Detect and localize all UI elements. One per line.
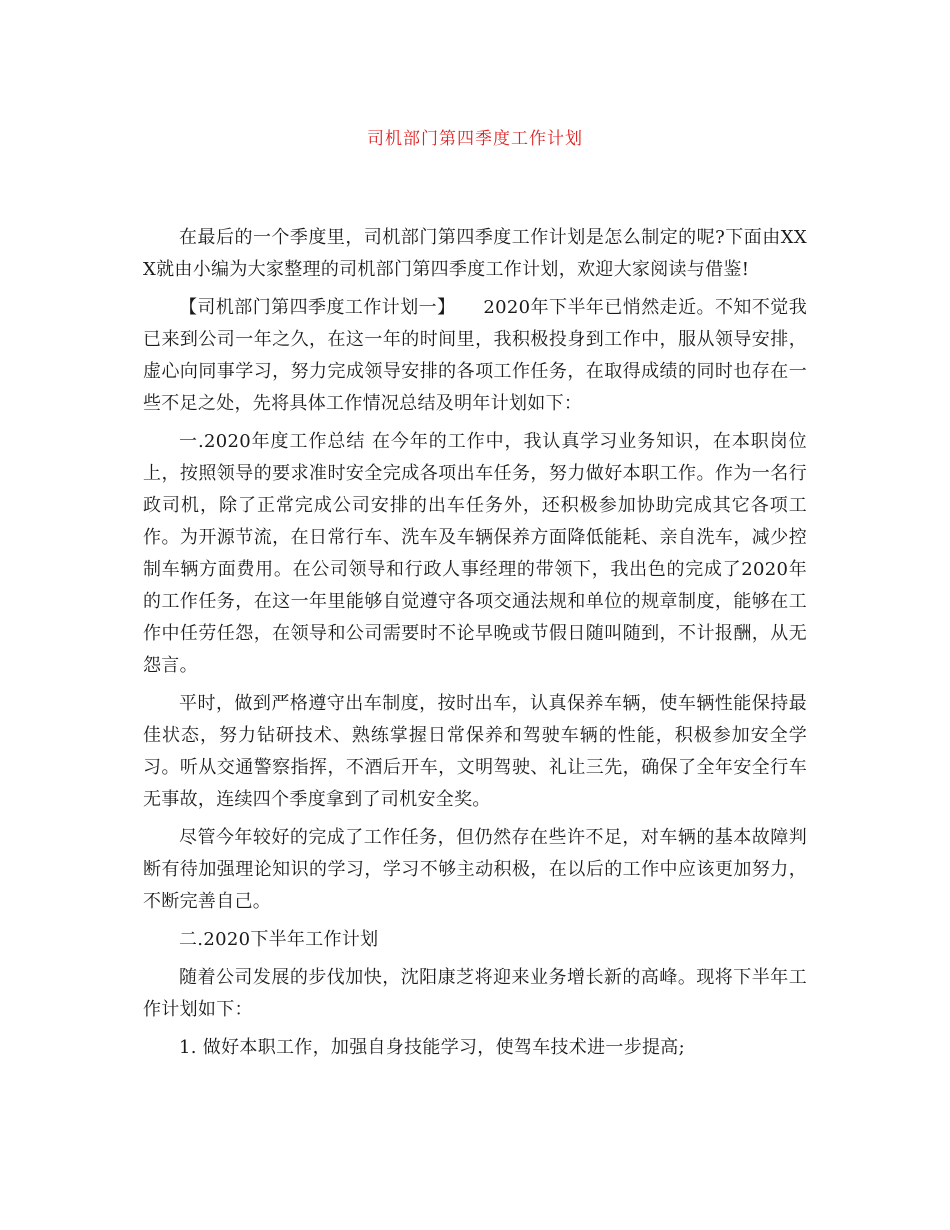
document-body [143,222,807,1070]
annual-summary-paragraph: 一.2020年度工作总结 在今年的工作中，我认真学习业务知识，在本职岗位上，按照领导的要求准时安全完成各项出车任务，努力做好本职工作。作为一名行政司机，除了正常完成公司安排的出车任务外，还积极参加协助完成其它各项工作。为开源节流，在日常行车、洗车及车辆保养方面降低能耗、亲自洗车，减少控制车辆方面费用。在公司领导和行政人事经理的带领下，我出色的完成了2020年的工作任务，在这一年里能够自觉遵守各项交通法规和单位的规章制度，能够在工作中任劳任怨，在领导和公司需要时不论早晚或节假日随叫随到，不计报酬，从无怨言。 [143,431,807,676]
plan-one-paragraph: 【司机部门第四季度工作计划一】 2020年下半年已悄然走近。不知不觉我已来到公司一年之久，在这一年的时间里，我积极投身到工作中，服从领导安排，虚心向同事学习，努力完成领导安排的各项工作任务，在取得成绩的同时也存在一些不足之处，先将具体工作情况总结及明年计划如下： [143,297,807,414]
document-title: 司机部门第四季度工作计划 [367,129,583,149]
plan-item-1: 1. 做好本职工作，加强自身技能学习，使驾车技术进一步提高; [179,1037,685,1058]
development-paragraph: 随着公司发展的步伐加快，沈阳康芝将迎来业务增长新的高峰。现将下半年工作计划如下： [143,967,807,1020]
daily-work-paragraph: 平时，做到严格遵守出车制度，按时出车，认真保养车辆，使车辆性能保持最佳状态，努力钻研技术、熟练掌握日常保养和驾驶车辆的性能，积极参加安全学习。听从交通警察指挥，不酒后开车，文明驾驶、礼让三先，确保了全年安全行车无事故，连续四个季度拿到了司机安全奖。 [143,693,807,810]
shortcomings-paragraph: 尽管今年较好的完成了工作任务，但仍然存在些许不足，对车辆的基本故障判断有待加强理论知识的学习，学习不够主动积极，在以后的工作中应该更加努力，不断完善自己。 [143,827,807,912]
section-heading-plan: 二.2020下半年工作计划 [179,929,379,950]
intro-paragraph: 在最后的一个季度里，司机部门第四季度工作计划是怎么制定的呢?下面由XXX就由小编为大家整理的司机部门第四季度工作计划，欢迎大家阅读与借鉴! [143,227,807,280]
